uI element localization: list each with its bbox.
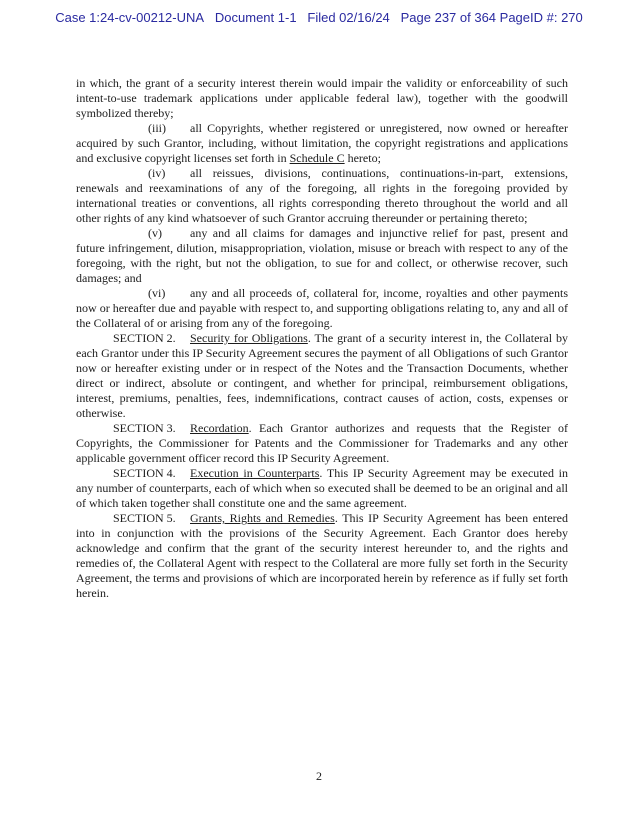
section-5-text: . This IP Security Agreement has been entered into in conjunction with the provisions of the Security Agreement. Each Grantor does hereby acknowledge and confirm that the grant of the security interest hereunder to, and the rights and remedies of, the Collateral Agent with respect to the Collateral are more fully set forth in the Security Agreement, the terms and provisions of which are incorporated herein by reference as if fully set forth herein. [76, 511, 569, 600]
clause-vi-text: any and all proceeds of, collateral for, income, royalties and other payments now or hereafter due and payable with respect to, and supporting obligations relating to, any and all of the Collateral of or arising from any of the foregoing. [76, 286, 568, 330]
section-4-text: . This IP Security Agreement may be executed in any number of counterparts, each of which when so executed shall be deemed to be an original and all of which taken together shall constitute one and the same agreement. [76, 466, 568, 510]
section-5-title: Grants, Rights and Remedies [190, 511, 335, 525]
clause-iv-text: all reissues, divisions, continuations, continuations-in-part, extensions, renewals and reexaminations of any of the foregoing, all rights in the foregoing provided by international treaties or conventions, all rights corresponding thereto throughout the world and all other rights of any kind whatsoever of such Grantor accruing thereunder or pertaining thereto; [76, 166, 568, 225]
section-4-title: Execution in Counterparts [190, 466, 320, 480]
clause-ii-continuation-paragraph: in which, the grant of a security interest therein would impair the validity or enforceability of such intent-to-use trademark applications under applicable federal law), together with the goodwill symbolized thereby; [76, 76, 568, 120]
clause-iii-text: all Copyrights, whether registered or unregistered, now owned or hereafter acquired by such Grantor, including, without limitation, the copyright registrations and applications and exclusive copyright licenses set forth in [76, 121, 568, 165]
section-2-number: SECTION 2. [113, 331, 176, 345]
section-5-number: SECTION 5. [113, 511, 176, 525]
clause-v-paragraph [76, 226, 568, 286]
clause-v-text: any and all claims for damages and injunctive relief for past, present and future infringement, dilution, misappropriation, violation, misuse or breach with respect to any of the foregoing, with the right, but not the obligation, to sue for and collect, or otherwise recover, such damages; and [76, 226, 568, 285]
section-3-text: . Each Grantor authorizes and requests that the Register of Copyrights, the Commissioner for Patents and the Commissioner for Trademarks and any other applicable government officer record this IP Security Agreement. [76, 421, 568, 465]
clause-iii-label: (iii) [148, 121, 166, 135]
section-2-text: . The grant of a security interest in, the Collateral by each Grantor under this IP Security Agreement secures the payment of all Obligations of such Grantor now or hereafter existing under or in respect of the Notes and the Transaction Documents, whether direct or indirect, absolute or contingent, and whether for principal, reimbursement obligations, interest, premiums, penalties, fees, indemnifications, contract causes of action, costs, expenses or otherwise. [76, 331, 568, 420]
clause-vi-label: (vi) [148, 286, 166, 300]
section-3-number: SECTION 3. [113, 421, 176, 435]
section-4-number: SECTION 4. [113, 466, 176, 480]
schedule-c-reference: Schedule C [289, 151, 345, 165]
section-5-paragraph [76, 511, 568, 601]
clause-v-label: (v) [148, 226, 162, 240]
clause-iii-text-after: hereto; [344, 151, 381, 165]
section-2-paragraph [76, 331, 568, 421]
section-3-title: Recordation [190, 421, 249, 435]
section-4-paragraph [76, 466, 568, 511]
case-caption-header: Case 1:24-cv-00212-UNA Document 1-1 Filed 02/16/24 Page 237 of 364 PageID #: 270 [55, 10, 583, 25]
clause-iii-paragraph [76, 121, 568, 166]
clause-iv-paragraph [76, 166, 568, 226]
document-body [76, 76, 568, 601]
clause-iv-label: (iv) [148, 166, 166, 180]
section-2-title: Security for Obligations [190, 331, 308, 345]
clause-vi-paragraph [76, 286, 568, 331]
section-3-paragraph [76, 421, 568, 466]
page-number: 2 [316, 769, 322, 783]
